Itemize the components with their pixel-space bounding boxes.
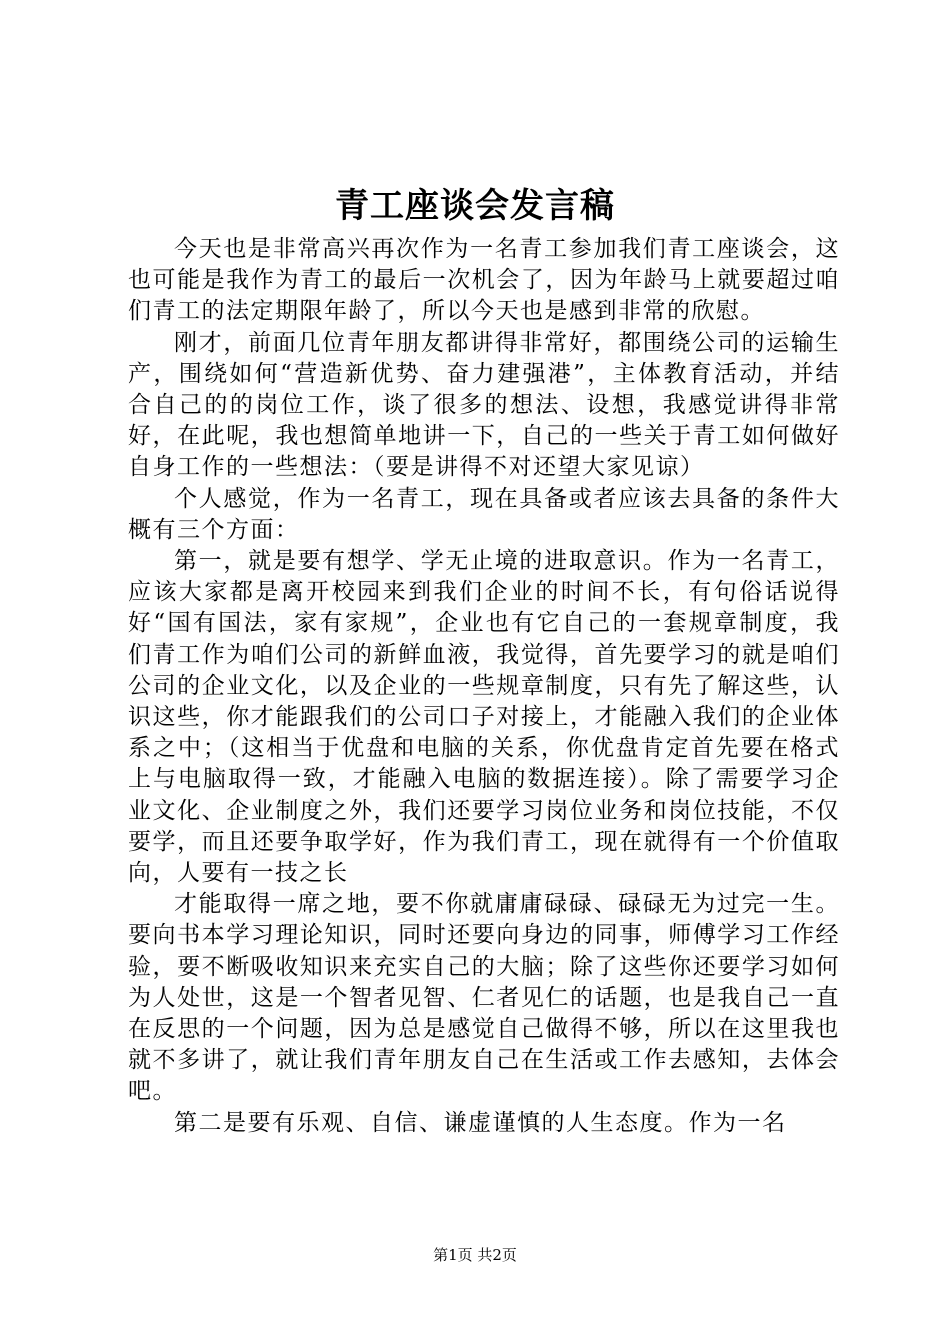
paragraph-4: 第一，就是要有想学、学无止境的进取意识。作为一名青工，应该大家都是离开校园来到我们企业的时间不长，有句俗话说得好“国有国法，家有家规”，企业也有它自己的一套规章制度，我们青工作为咱们公司的新鲜血液，我觉得，首先要学习的就是咱们公司的企业文化，以及企业的一些规章制度，只有先了解这些，认识这些，你才能跟我们的公司口子对接上，才能融入我们的企业体系之中；（这相当于优盘和电脑的关系，你优盘肯定首先要在格式上与电脑取得一致，才能融入电脑的数据连接）。除了需要学习企业文化、企业制度之外，我们还要学习岗位业务和岗位技能，不仅要学，而且还要争取学好，作为我们青工，现在就得有一个价值取向，人要有一技之长 <box>128 548 840 887</box>
document-body <box>128 234 840 1139</box>
paragraph-3: 个人感觉，作为一名青工，现在具备或者应该去具备的条件大概有三个方面： <box>128 485 840 543</box>
page-number-footer: 第1页 共2页 <box>433 1246 517 1264</box>
document-title: 青工座谈会发言稿 <box>335 186 615 226</box>
paragraph-6: 第二是要有乐观、自信、谦虚谨慎的人生态度。作为一名 <box>174 1109 787 1136</box>
paragraph-2: 刚才，前面几位青年朋友都讲得非常好，都围绕公司的运输生产，围绕如何“营造新优势、奋力建强港”，主体教育活动，并结合自己的的岗位工作，谈了很多的想法、设想，我感觉讲得非常好，在此呢，我也想简单地讲一下，自己的一些关于青工如何做好自身工作的一些想法：（要是讲得不对还望大家见谅） <box>128 329 840 481</box>
paragraph-1: 今天也是非常高兴再次作为一名青工参加我们青工座谈会，这也可能是我作为青工的最后一次机会了，因为年龄马上就要超过咱们青工的法定期限年龄了，所以今天也是感到非常的欣慰。 <box>128 236 840 325</box>
paragraph-5: 才能取得一席之地，要不你就庸庸碌碌、碌碌无为过完一生。要向书本学习理论知识，同时还要向身边的同事，师傅学习工作经验，要不断吸收知识来充实自己的大脑；除了这些你还要学习如何为人处世，这是一个智者见智、仁者见仁的话题，也是我自己一直在反思的一个问题，因为总是感觉自己做得不够，所以在这里我也就不多讲了，就让我们青年朋友自己在生活或工作去感知，去体会吧。 <box>128 891 840 1105</box>
